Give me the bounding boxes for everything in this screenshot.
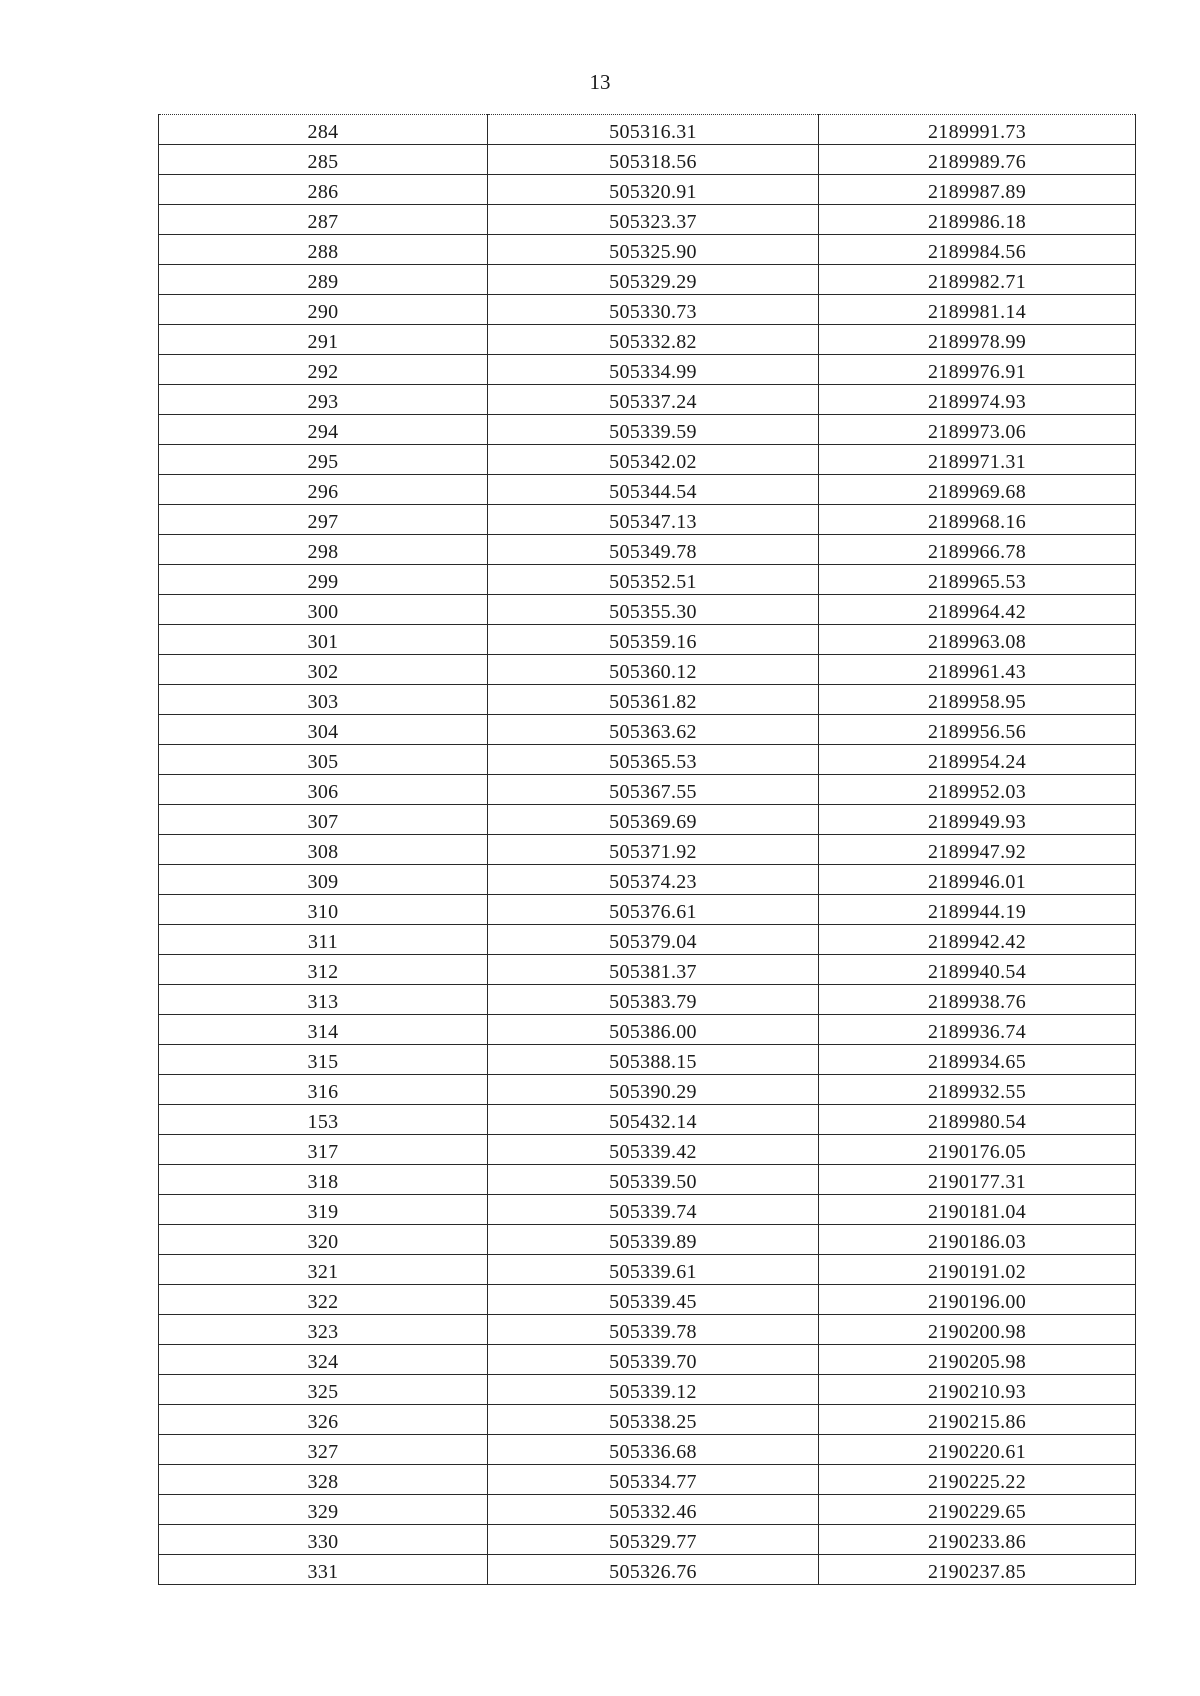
table-row	[159, 1495, 1136, 1525]
table-row	[159, 715, 1136, 745]
table-row	[159, 1255, 1136, 1285]
point-number-cell: 316	[159, 1075, 488, 1105]
x-coordinate-cell: 505347.13	[488, 505, 819, 535]
point-number-cell: 327	[159, 1435, 488, 1465]
point-number-cell: 301	[159, 625, 488, 655]
point-number-cell: 330	[159, 1525, 488, 1555]
y-coordinate-cell: 2189981.14	[819, 295, 1136, 325]
table-row	[159, 1435, 1136, 1465]
y-coordinate-cell: 2189942.42	[819, 925, 1136, 955]
table-row	[159, 505, 1136, 535]
x-coordinate-cell: 505355.30	[488, 595, 819, 625]
x-coordinate-cell: 505339.61	[488, 1255, 819, 1285]
x-coordinate-cell: 505360.12	[488, 655, 819, 685]
point-number-cell: 288	[159, 235, 488, 265]
point-number-cell: 153	[159, 1105, 488, 1135]
point-number-cell: 325	[159, 1375, 488, 1405]
point-number-cell: 328	[159, 1465, 488, 1495]
table-row	[159, 445, 1136, 475]
table-row	[159, 925, 1136, 955]
table-row	[159, 1375, 1136, 1405]
point-number-cell: 311	[159, 925, 488, 955]
x-coordinate-cell: 505365.53	[488, 745, 819, 775]
x-coordinate-cell: 505390.29	[488, 1075, 819, 1105]
table-row	[159, 415, 1136, 445]
x-coordinate-cell: 505374.23	[488, 865, 819, 895]
table-row	[159, 1345, 1136, 1375]
point-number-cell: 315	[159, 1045, 488, 1075]
table-row	[159, 295, 1136, 325]
y-coordinate-cell: 2189986.18	[819, 205, 1136, 235]
point-number-cell: 292	[159, 355, 488, 385]
point-number-cell: 307	[159, 805, 488, 835]
point-number-cell: 326	[159, 1405, 488, 1435]
point-number-cell: 294	[159, 415, 488, 445]
point-number-cell: 299	[159, 565, 488, 595]
x-coordinate-cell: 505329.29	[488, 265, 819, 295]
table-row	[159, 595, 1136, 625]
y-coordinate-cell: 2189956.56	[819, 715, 1136, 745]
y-coordinate-cell: 2189936.74	[819, 1015, 1136, 1045]
y-coordinate-cell: 2189944.19	[819, 895, 1136, 925]
table-row	[159, 985, 1136, 1015]
table-row	[159, 475, 1136, 505]
point-number-cell: 320	[159, 1225, 488, 1255]
point-number-cell: 290	[159, 295, 488, 325]
point-number-cell: 289	[159, 265, 488, 295]
table-row	[159, 1315, 1136, 1345]
table-row	[159, 1105, 1136, 1135]
y-coordinate-cell: 2189973.06	[819, 415, 1136, 445]
x-coordinate-cell: 505352.51	[488, 565, 819, 595]
y-coordinate-cell: 2189946.01	[819, 865, 1136, 895]
point-number-cell: 329	[159, 1495, 488, 1525]
table-row	[159, 1075, 1136, 1105]
point-number-cell: 300	[159, 595, 488, 625]
table-row	[159, 535, 1136, 565]
x-coordinate-cell: 505339.50	[488, 1165, 819, 1195]
table-row	[159, 1555, 1136, 1585]
table-row	[159, 145, 1136, 175]
table-row	[159, 1285, 1136, 1315]
y-coordinate-cell: 2189949.93	[819, 805, 1136, 835]
y-coordinate-cell: 2189932.55	[819, 1075, 1136, 1105]
x-coordinate-cell: 505325.90	[488, 235, 819, 265]
table-row	[159, 685, 1136, 715]
x-coordinate-cell: 505339.70	[488, 1345, 819, 1375]
point-number-cell: 284	[159, 115, 488, 145]
x-coordinate-cell: 505338.25	[488, 1405, 819, 1435]
table-row	[159, 265, 1136, 295]
y-coordinate-cell: 2189965.53	[819, 565, 1136, 595]
point-number-cell: 319	[159, 1195, 488, 1225]
y-coordinate-cell: 2190220.61	[819, 1435, 1136, 1465]
x-coordinate-cell: 505367.55	[488, 775, 819, 805]
y-coordinate-cell: 2189984.56	[819, 235, 1136, 265]
point-number-cell: 304	[159, 715, 488, 745]
x-coordinate-cell: 505326.76	[488, 1555, 819, 1585]
x-coordinate-cell: 505361.82	[488, 685, 819, 715]
y-coordinate-cell: 2189940.54	[819, 955, 1136, 985]
x-coordinate-cell: 505336.68	[488, 1435, 819, 1465]
x-coordinate-cell: 505339.74	[488, 1195, 819, 1225]
y-coordinate-cell: 2189987.89	[819, 175, 1136, 205]
table-row	[159, 1465, 1136, 1495]
point-number-cell: 310	[159, 895, 488, 925]
x-coordinate-cell: 505332.46	[488, 1495, 819, 1525]
y-coordinate-cell: 2190215.86	[819, 1405, 1136, 1435]
point-number-cell: 313	[159, 985, 488, 1015]
point-number-cell: 303	[159, 685, 488, 715]
point-number-cell: 305	[159, 745, 488, 775]
point-number-cell: 322	[159, 1285, 488, 1315]
x-coordinate-cell: 505381.37	[488, 955, 819, 985]
point-number-cell: 312	[159, 955, 488, 985]
table-row	[159, 235, 1136, 265]
y-coordinate-cell: 2190181.04	[819, 1195, 1136, 1225]
x-coordinate-cell: 505383.79	[488, 985, 819, 1015]
y-coordinate-cell: 2189952.03	[819, 775, 1136, 805]
y-coordinate-cell: 2189963.08	[819, 625, 1136, 655]
x-coordinate-cell: 505339.59	[488, 415, 819, 445]
x-coordinate-cell: 505337.24	[488, 385, 819, 415]
table-row	[159, 625, 1136, 655]
y-coordinate-cell: 2189934.65	[819, 1045, 1136, 1075]
point-number-cell: 286	[159, 175, 488, 205]
x-coordinate-cell: 505363.62	[488, 715, 819, 745]
x-coordinate-cell: 505342.02	[488, 445, 819, 475]
page-number: 13	[589, 70, 611, 94]
x-coordinate-cell: 505316.31	[488, 115, 819, 145]
point-number-cell: 314	[159, 1015, 488, 1045]
y-coordinate-cell: 2190177.31	[819, 1165, 1136, 1195]
y-coordinate-cell: 2189961.43	[819, 655, 1136, 685]
y-coordinate-cell: 2189978.99	[819, 325, 1136, 355]
table-row	[159, 565, 1136, 595]
point-number-cell: 331	[159, 1555, 488, 1585]
y-coordinate-cell: 2189954.24	[819, 745, 1136, 775]
x-coordinate-cell: 505386.00	[488, 1015, 819, 1045]
y-coordinate-cell: 2189958.95	[819, 685, 1136, 715]
table-row	[159, 805, 1136, 835]
y-coordinate-cell: 2189971.31	[819, 445, 1136, 475]
y-coordinate-cell: 2189947.92	[819, 835, 1136, 865]
table-row	[159, 385, 1136, 415]
y-coordinate-cell: 2190229.65	[819, 1495, 1136, 1525]
table-row	[159, 895, 1136, 925]
table-row	[159, 1405, 1136, 1435]
table-row	[159, 955, 1136, 985]
table-row	[159, 355, 1136, 385]
x-coordinate-cell: 505388.15	[488, 1045, 819, 1075]
y-coordinate-cell: 2190186.03	[819, 1225, 1136, 1255]
x-coordinate-cell: 505344.54	[488, 475, 819, 505]
y-coordinate-cell: 2189991.73	[819, 115, 1136, 145]
y-coordinate-cell: 2189989.76	[819, 145, 1136, 175]
y-coordinate-cell: 2189966.78	[819, 535, 1136, 565]
table-row	[159, 1045, 1136, 1075]
point-number-cell: 324	[159, 1345, 488, 1375]
table-row	[159, 1135, 1136, 1165]
x-coordinate-cell: 505339.45	[488, 1285, 819, 1315]
y-coordinate-cell: 2190191.02	[819, 1255, 1136, 1285]
y-coordinate-cell: 2190205.98	[819, 1345, 1136, 1375]
table-row	[159, 1015, 1136, 1045]
y-coordinate-cell: 2189968.16	[819, 505, 1136, 535]
x-coordinate-cell: 505339.42	[488, 1135, 819, 1165]
table-row	[159, 1165, 1136, 1195]
table-row	[159, 835, 1136, 865]
point-number-cell: 295	[159, 445, 488, 475]
point-number-cell: 323	[159, 1315, 488, 1345]
point-number-cell: 321	[159, 1255, 488, 1285]
table-row	[159, 865, 1136, 895]
x-coordinate-cell: 505318.56	[488, 145, 819, 175]
x-coordinate-cell: 505359.16	[488, 625, 819, 655]
x-coordinate-cell: 505320.91	[488, 175, 819, 205]
y-coordinate-cell: 2189964.42	[819, 595, 1136, 625]
y-coordinate-cell: 2189980.54	[819, 1105, 1136, 1135]
x-coordinate-cell: 505371.92	[488, 835, 819, 865]
y-coordinate-cell: 2189938.76	[819, 985, 1136, 1015]
point-number-cell: 298	[159, 535, 488, 565]
x-coordinate-cell: 505330.73	[488, 295, 819, 325]
x-coordinate-cell: 505339.89	[488, 1225, 819, 1255]
table-row	[159, 205, 1136, 235]
table-row	[159, 1525, 1136, 1555]
point-number-cell: 308	[159, 835, 488, 865]
x-coordinate-cell: 505334.99	[488, 355, 819, 385]
x-coordinate-cell: 505334.77	[488, 1465, 819, 1495]
table-row	[159, 745, 1136, 775]
x-coordinate-cell: 505376.61	[488, 895, 819, 925]
point-number-cell: 317	[159, 1135, 488, 1165]
y-coordinate-cell: 2189976.91	[819, 355, 1136, 385]
coordinate-table	[158, 114, 1136, 1585]
y-coordinate-cell: 2190176.05	[819, 1135, 1136, 1165]
x-coordinate-cell: 505339.78	[488, 1315, 819, 1345]
table-row	[159, 115, 1136, 145]
y-coordinate-cell: 2189982.71	[819, 265, 1136, 295]
x-coordinate-cell: 505369.69	[488, 805, 819, 835]
y-coordinate-cell: 2190200.98	[819, 1315, 1136, 1345]
y-coordinate-cell: 2190210.93	[819, 1375, 1136, 1405]
table-row	[159, 325, 1136, 355]
x-coordinate-cell: 505432.14	[488, 1105, 819, 1135]
x-coordinate-cell: 505323.37	[488, 205, 819, 235]
point-number-cell: 306	[159, 775, 488, 805]
point-number-cell: 296	[159, 475, 488, 505]
x-coordinate-cell: 505329.77	[488, 1525, 819, 1555]
y-coordinate-cell: 2190196.00	[819, 1285, 1136, 1315]
x-coordinate-cell: 505339.12	[488, 1375, 819, 1405]
point-number-cell: 309	[159, 865, 488, 895]
x-coordinate-cell: 505349.78	[488, 535, 819, 565]
y-coordinate-cell: 2190225.22	[819, 1465, 1136, 1495]
point-number-cell: 285	[159, 145, 488, 175]
point-number-cell: 293	[159, 385, 488, 415]
y-coordinate-cell: 2189974.93	[819, 385, 1136, 415]
point-number-cell: 318	[159, 1165, 488, 1195]
x-coordinate-cell: 505332.82	[488, 325, 819, 355]
point-number-cell: 287	[159, 205, 488, 235]
y-coordinate-cell: 2190237.85	[819, 1555, 1136, 1585]
point-number-cell: 297	[159, 505, 488, 535]
table-row	[159, 175, 1136, 205]
table-row	[159, 1195, 1136, 1225]
point-number-cell: 302	[159, 655, 488, 685]
x-coordinate-cell: 505379.04	[488, 925, 819, 955]
y-coordinate-cell: 2190233.86	[819, 1525, 1136, 1555]
table-row	[159, 655, 1136, 685]
y-coordinate-cell: 2189969.68	[819, 475, 1136, 505]
table-row	[159, 775, 1136, 805]
point-number-cell: 291	[159, 325, 488, 355]
table-body	[159, 115, 1136, 1585]
table-row	[159, 1225, 1136, 1255]
